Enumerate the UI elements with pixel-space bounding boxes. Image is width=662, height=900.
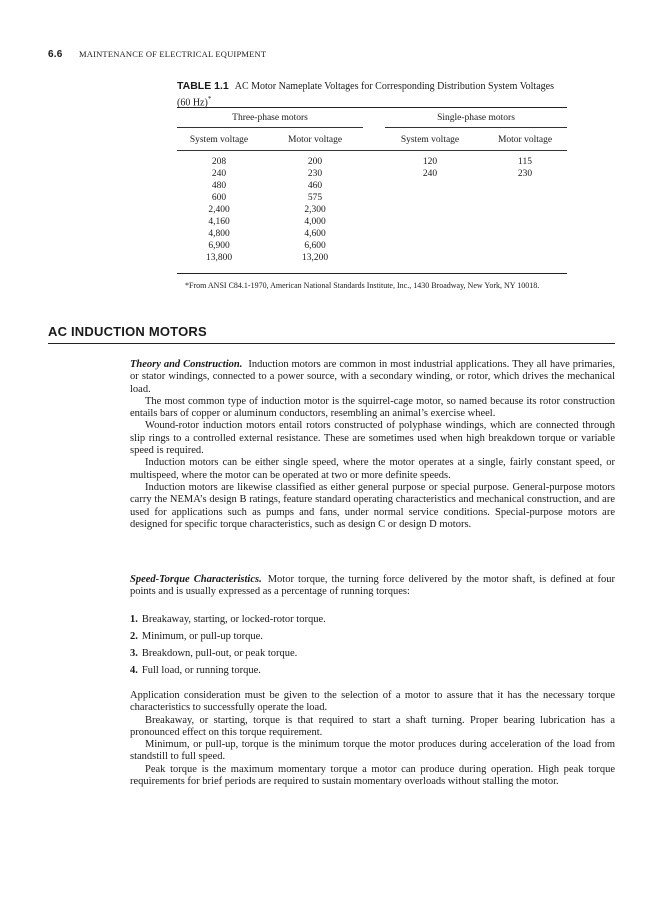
table-caption-text: AC Motor Nameplate Voltages for Corresponding Distribution System Voltages (60 Hz) bbox=[177, 81, 554, 109]
table-cell: 4,160 bbox=[208, 217, 230, 227]
paragraph-text: Induction motors are common in most industrial applications. They all have primaries, or stator windings, connected to a power source, with a secondary winding, or rotor, which drives the mechanical load. bbox=[130, 359, 616, 395]
table-cell: 600 bbox=[211, 193, 227, 203]
table-cell: 208 bbox=[211, 157, 227, 167]
paragraph: Minimum, or pull-up, torque is the minimum torque the motor produces during acceleration of the load from standstill to full speed. bbox=[130, 739, 615, 763]
table-cell: 230 bbox=[307, 169, 323, 179]
list-text: Breakaway, starting, or locked-rotor torque. bbox=[141, 614, 326, 625]
section-rule bbox=[48, 343, 615, 344]
table-cell: 240 bbox=[422, 169, 438, 179]
table-cell: 460 bbox=[307, 181, 323, 191]
running-title: MAINTENANCE OF ELECTRICAL EQUIPMENT bbox=[78, 49, 267, 59]
paragraph bbox=[130, 359, 615, 396]
table-cell: 240 bbox=[211, 169, 227, 179]
table-cell: 2,300 bbox=[304, 205, 326, 215]
speed-torque-intro bbox=[130, 574, 615, 599]
table-header-rule bbox=[177, 150, 567, 151]
paragraph: Wound-rotor induction motors entail rotors constructed of polyphase windings, which are connected through slip rings to a controlled external resistance. These are sometimes used when high breakdown torque or variable speed is required. bbox=[130, 420, 615, 457]
table-cell: 4,800 bbox=[208, 229, 230, 239]
column-header: System voltage bbox=[189, 135, 249, 145]
group-header-three-phase: Three-phase motors bbox=[232, 113, 308, 123]
list-item bbox=[130, 631, 615, 648]
list-text: Breakdown, pull-out, or peak torque. bbox=[141, 648, 298, 659]
table-cell: 200 bbox=[307, 157, 323, 167]
paragraph: Application consideration must be given to the selection of a motor to assure that it has the necessary torque characteristics to successfully operate the load. bbox=[130, 690, 615, 714]
page-number: 6.6 bbox=[48, 49, 63, 60]
paragraph: Induction motors are likewise classified as either general purpose or special purpose. General-purpose motors carry the NEMA’s design B ratings, feature standard operating characteristics and mechanical construction, and are used for applications such as pumps and fans, under normal service conditions. Special-purpose motors are designed for specific torque characteristics, such as design C or design D motors. bbox=[130, 481, 615, 530]
list-number: 4. bbox=[130, 665, 138, 676]
list-text: Minimum, or pull-up torque. bbox=[141, 631, 263, 642]
table-caption bbox=[177, 80, 567, 109]
table-cell: 13,200 bbox=[301, 253, 329, 263]
theory-section bbox=[130, 359, 615, 531]
table-caption-mark: * bbox=[207, 95, 212, 103]
theory-runin-heading: Theory and Construction. bbox=[130, 359, 243, 370]
list-number: 3. bbox=[130, 648, 138, 659]
running-head bbox=[48, 49, 266, 60]
list-number: 2. bbox=[130, 631, 138, 642]
list-item bbox=[130, 665, 615, 682]
table-cell: 575 bbox=[307, 193, 323, 203]
table-label: TABLE 1.1 bbox=[177, 80, 229, 92]
paragraph bbox=[130, 574, 615, 599]
table-bottom-rule bbox=[177, 273, 567, 274]
column-header: System voltage bbox=[400, 135, 460, 145]
paragraph: Breakaway, or starting, torque is that required to start a shaft turning. Proper bearing lubrication has a pronounced effect on this torque requirement. bbox=[130, 714, 615, 738]
paragraph: Peak torque is the maximum momentary torque a motor can produce during operation. High peak torque requirements for brief periods are required to sustain momentary overloads without stalling the motor. bbox=[130, 763, 615, 788]
section-heading: AC INDUCTION MOTORS bbox=[48, 324, 207, 339]
column-header: Motor voltage bbox=[497, 135, 553, 145]
speed-torque-runin-heading: Speed-Torque Characteristics. bbox=[130, 574, 262, 585]
speed-torque-body bbox=[130, 690, 615, 788]
table-cell: 4,600 bbox=[304, 229, 326, 239]
paragraph: The most common type of induction motor is the squirrel-cage motor, so named because its rotor construction entails bars of copper or aluminum conductors, resembling an animal’s exercise wheel. bbox=[130, 395, 615, 420]
table-cell: 13,800 bbox=[205, 253, 233, 263]
column-header: Motor voltage bbox=[287, 135, 343, 145]
list-item bbox=[130, 648, 615, 665]
table-cell: 480 bbox=[211, 181, 227, 191]
table-cell: 4,000 bbox=[304, 217, 326, 227]
table-cell: 6,900 bbox=[208, 241, 230, 251]
table-cell: 115 bbox=[518, 157, 532, 167]
list-number: 1. bbox=[130, 614, 138, 625]
group-rule-single-phase bbox=[385, 127, 567, 128]
table-top-rule bbox=[177, 107, 567, 108]
paragraph-text: Motor torque, the turning force delivered by the motor shaft, is defined at four points and is usually expressed as a percentage of running torques: bbox=[130, 574, 615, 598]
table-cell: 2,400 bbox=[208, 205, 230, 215]
table-cell: 230 bbox=[517, 169, 533, 179]
group-rule-three-phase bbox=[177, 127, 363, 128]
list-text: Full load, or running torque. bbox=[141, 665, 261, 676]
group-header-single-phase: Single-phase motors bbox=[437, 113, 515, 123]
list-item bbox=[130, 614, 615, 631]
table-footnote: *From ANSI C84.1-1970, American National Standards Institute, Inc., 1430 Broadway, New York, NY 10018. bbox=[185, 281, 540, 290]
paragraph: Induction motors can be either single speed, where the motor operates at a single, fairly constant speed, or multispeed, where the motor can be operated at two or more definite speeds. bbox=[130, 457, 615, 481]
torque-points-list bbox=[130, 614, 615, 682]
table-1-1 bbox=[177, 80, 567, 290]
table-cell: 6,600 bbox=[304, 241, 326, 251]
table-cell: 120 bbox=[422, 157, 438, 167]
